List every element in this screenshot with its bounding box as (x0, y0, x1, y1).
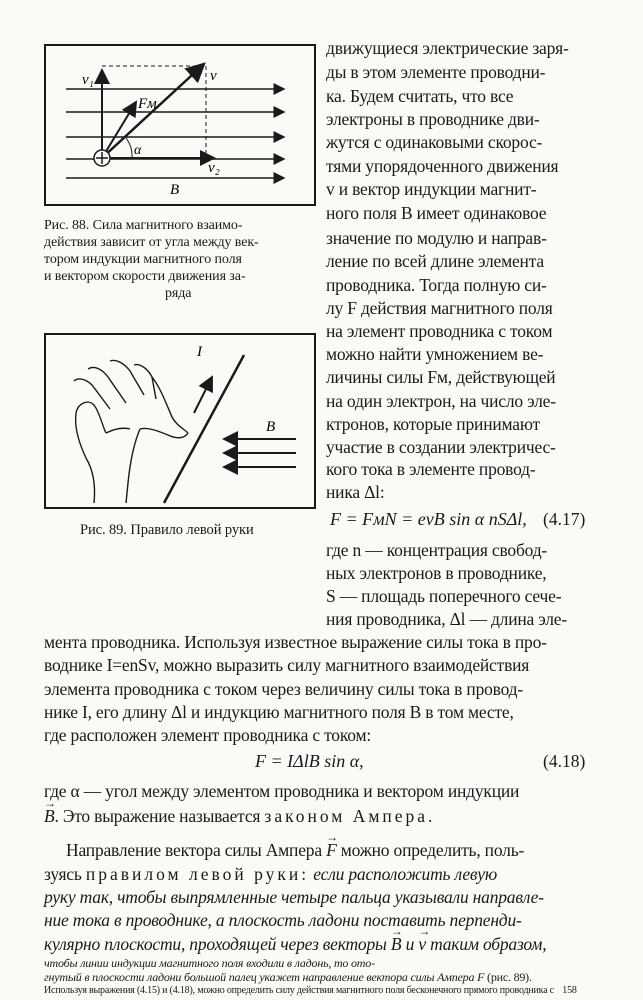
text-line: проводника. Тогда полную си- (326, 275, 547, 295)
text-fragment: Используя выражения (4.15) и (4.18), можно определить силу (44, 985, 295, 996)
term-ampere-law: законом Ампера. (264, 806, 436, 826)
text-line (44, 864, 497, 884)
vector-f: F (477, 970, 485, 984)
text-fragment: (рис. 89). (487, 970, 532, 984)
figure-88-drawing (44, 44, 316, 206)
text-fragment: гнутый в плоскости ладони большой палец укажет направление (44, 970, 364, 984)
text-line (44, 985, 577, 996)
text-line: S — площадь поперечного сече- (326, 586, 562, 606)
text-line: тями упорядоченного движения (326, 156, 559, 176)
fig89-label-b: B (266, 419, 276, 435)
text-line: где n — концентрация свобод- (326, 540, 548, 560)
text-line (44, 971, 532, 984)
equation-number-4-17: (4.17) (543, 509, 586, 529)
text-line: ктронов, которые принимают (326, 414, 540, 434)
text-fragment: кулярно плоскости, проходящей через векторы (44, 934, 387, 954)
text-line: где α — угол между элементом проводника и вектором индукции (44, 781, 520, 801)
text-line: кого тока в элементе провод- (326, 459, 536, 479)
vector-v: → v (418, 934, 426, 954)
figure-89-drawing (44, 333, 316, 509)
text-line: на один электрон, на число эле- (326, 391, 556, 411)
text-line: движущиеся электрические заря- (326, 38, 569, 58)
fig89-label-current: I (197, 344, 202, 360)
text-line: v и вектор индукции магнит- (326, 179, 537, 199)
text-line: ния проводника, Δl — длина эле- (326, 609, 567, 629)
term-left-hand-rule: правилом левой руки: (85, 864, 310, 884)
text-line (44, 934, 546, 954)
text-line: на элемент проводника с током (326, 321, 553, 341)
text-line: где расположен элемент проводника с током: (44, 725, 372, 745)
text-fragment: Направление вектора силы Ампера (66, 840, 322, 860)
text-line: ка. Будем считать, что все (326, 86, 514, 106)
text-line: чтобы линии индукции магнитного поля входили в ладонь, то ото- (44, 956, 375, 970)
text-fragment: таким образом, (430, 934, 547, 954)
page-number: 158 (562, 985, 577, 996)
left-hand-drawing (74, 360, 188, 503)
vector-b: → B (44, 806, 55, 826)
text-fragment: можно определить, поль- (340, 840, 525, 860)
fig88-label-v1: v₁ (82, 72, 94, 88)
fig88-label-b: B (170, 182, 180, 198)
text-line: значение по модулю и направ- (326, 228, 547, 248)
text-fragment: вектора силы Ампера (366, 970, 475, 984)
fig88-label-alpha: α (134, 143, 142, 158)
fig88-label-v: v (210, 68, 217, 84)
text-line: нике I, его длину Δl и индукцию магнитного поля B в том месте, (44, 702, 514, 722)
text-line (44, 806, 435, 826)
text-line: ного поля B имеет одинаковое (326, 203, 547, 223)
figure-89-caption: Рис. 89. Правило левой руки (80, 522, 254, 538)
text-fragment: и (405, 934, 415, 954)
vector-b: → B (391, 934, 402, 954)
text-line: мента проводника. Используя известное выражение силы тока в про- (44, 632, 547, 652)
figure-88-caption-line: тором индукции магнитного поля (44, 252, 242, 267)
current-arrow (194, 377, 212, 413)
formula-4-17: F = FмN = evB sin α nSΔl, (330, 509, 527, 529)
text-fragment: действия магнитного поля бесконечного прямого проводника с (296, 985, 554, 996)
formula-4-18: F = IΔlB sin α, (255, 751, 364, 771)
text-line: лу F действия магнитного поля (326, 298, 553, 318)
text-line: ние тока в проводнике, а плоскость ладони поставить перпенди- (44, 910, 522, 930)
text-fragment: если расположить левую (313, 864, 497, 884)
figure-88-caption-line: Рис. 88. Сила магнитного взаимо- (44, 218, 243, 233)
text-line: ника Δl: (326, 482, 385, 502)
text-line: ление по всей длине элемента (326, 251, 544, 271)
figure-89 (44, 333, 316, 509)
text-line: ных электронов в проводнике, (326, 563, 547, 583)
text-fragment: . Это выражение называется (54, 806, 261, 826)
figure-88-caption-line: ряда (165, 286, 192, 301)
figure-88-caption-line: действия зависит от угла между век- (44, 235, 259, 250)
vector-f: → F (326, 840, 337, 860)
text-line: воднике I=enSv, можно выразить силу магнитного взаимодействия (44, 655, 530, 675)
figure-88-caption-line: и вектором скорости движения за- (44, 269, 246, 284)
fig88-label-fm: Fм (138, 96, 157, 112)
text-line: участие в создании электричес- (326, 437, 556, 457)
text-line: жутся с одинаковыми скорос- (326, 132, 543, 152)
text-line (66, 840, 524, 860)
text-line: электроны в проводнике дви- (326, 109, 540, 129)
text-line: элемента проводника с током через величину силы тока в провод- (44, 679, 524, 699)
conductor-line (164, 355, 244, 503)
text-line: руку так, чтобы выпрямленные четыре пальца указывали направле- (44, 887, 544, 907)
figure-88 (44, 44, 316, 206)
text-line: личины силы Fм, действующей (326, 367, 556, 387)
text-fragment: зуясь (44, 864, 82, 884)
equation-number-4-18: (4.18) (543, 751, 586, 771)
text-line: можно найти умножением ве- (326, 344, 544, 364)
fig88-label-v2: v₂ (208, 160, 220, 176)
text-line: ды в этом элементе проводни- (326, 62, 546, 82)
